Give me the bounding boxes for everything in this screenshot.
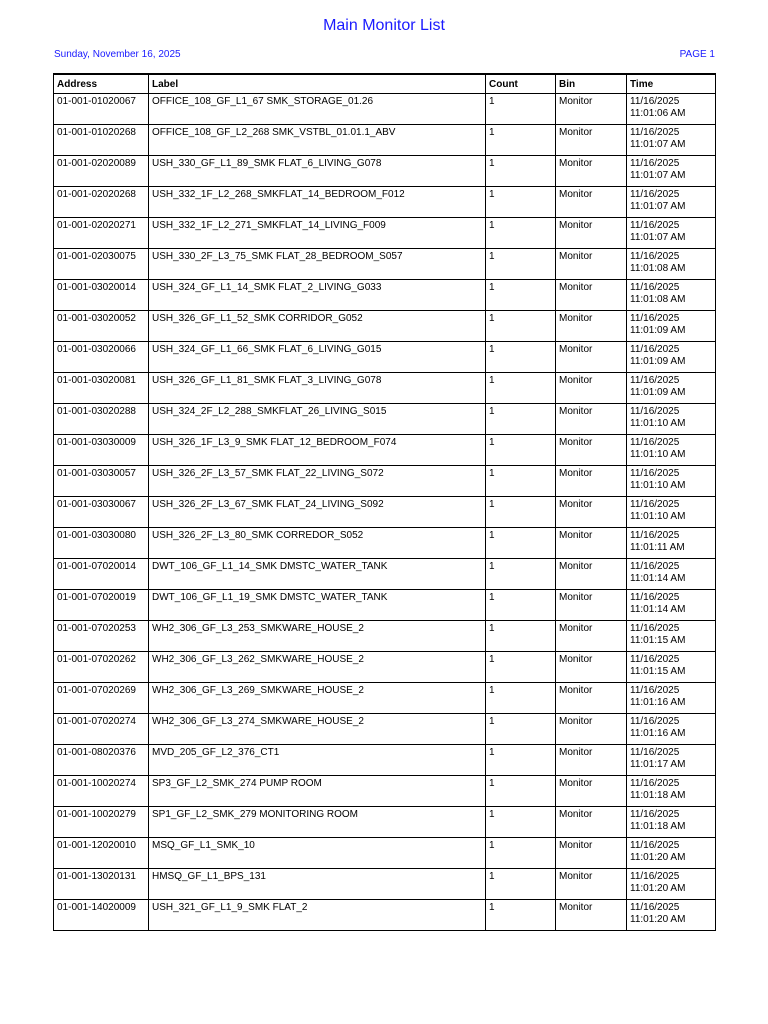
time-cell: [627, 652, 716, 683]
time-cell: [627, 745, 716, 776]
time-cell: [627, 218, 716, 249]
time-cell: [627, 373, 716, 404]
address-cell: 01-001-03020014: [54, 280, 149, 311]
count-cell: 1: [486, 714, 556, 745]
bin-cell: Monitor: [556, 404, 627, 435]
time-clock: 11:01:09 AM: [630, 387, 686, 398]
count-cell: 1: [486, 590, 556, 621]
report-title: Main Monitor List: [323, 17, 445, 34]
table-row: [54, 497, 716, 528]
label-cell: HMSQ_GF_L1_BPS_131: [149, 869, 486, 900]
time-date: 11/16/2025: [630, 623, 680, 634]
address-cell: 01-001-10020274: [54, 776, 149, 807]
count-cell: 1: [486, 869, 556, 900]
table-row: [54, 404, 716, 435]
address-cell: 01-001-01020268: [54, 125, 149, 156]
address-cell: 01-001-03030009: [54, 435, 149, 466]
count-cell: 1: [486, 156, 556, 187]
bin-cell: Monitor: [556, 187, 627, 218]
time-clock: 11:01:08 AM: [630, 263, 686, 274]
bin-cell: Monitor: [556, 125, 627, 156]
label-cell: USH_324_2F_L2_288_SMKFLAT_26_LIVING_S015: [149, 404, 486, 435]
time-cell: [627, 94, 716, 125]
column-header-bin: Bin: [556, 74, 627, 94]
time-date: 11/16/2025: [630, 437, 680, 448]
time-cell: [627, 528, 716, 559]
time-clock: 11:01:14 AM: [630, 573, 686, 584]
label-cell: USH_330_GF_L1_89_SMK FLAT_6_LIVING_G078: [149, 156, 486, 187]
time-clock: 11:01:09 AM: [630, 356, 686, 367]
time-cell: [627, 404, 716, 435]
label-cell: USH_330_2F_L3_75_SMK FLAT_28_BEDROOM_S057: [149, 249, 486, 280]
time-date: 11/16/2025: [630, 375, 680, 386]
label-cell: USH_326_1F_L3_9_SMK FLAT_12_BEDROOM_F074: [149, 435, 486, 466]
bin-cell: Monitor: [556, 218, 627, 249]
time-clock: 11:01:17 AM: [630, 759, 686, 770]
bin-cell: Monitor: [556, 745, 627, 776]
time-cell: [627, 156, 716, 187]
address-cell: 01-001-13020131: [54, 869, 149, 900]
count-cell: 1: [486, 218, 556, 249]
time-clock: 11:01:10 AM: [630, 418, 686, 429]
count-cell: 1: [486, 125, 556, 156]
time-date: 11/16/2025: [630, 499, 680, 510]
time-clock: 11:01:07 AM: [630, 232, 686, 243]
count-cell: 1: [486, 621, 556, 652]
table-row: [54, 342, 716, 373]
time-cell: [627, 621, 716, 652]
bin-cell: Monitor: [556, 528, 627, 559]
bin-cell: Monitor: [556, 435, 627, 466]
label-cell: DWT_106_GF_L1_14_SMK DMSTC_WATER_TANK: [149, 559, 486, 590]
bin-cell: Monitor: [556, 900, 627, 931]
time-date: 11/16/2025: [630, 282, 680, 293]
time-clock: 11:01:20 AM: [630, 883, 686, 894]
time-date: 11/16/2025: [630, 344, 680, 355]
label-cell: SP1_GF_L2_SMK_279 MONITORING ROOM: [149, 807, 486, 838]
address-cell: 01-001-03020288: [54, 404, 149, 435]
time-cell: [627, 559, 716, 590]
bin-cell: Monitor: [556, 156, 627, 187]
table-row: [54, 900, 716, 931]
time-date: 11/16/2025: [630, 716, 680, 727]
table-row: [54, 869, 716, 900]
time-cell: [627, 683, 716, 714]
report-date: Sunday, November 16, 2025: [54, 49, 181, 60]
page-number: PAGE 1: [679, 49, 715, 60]
count-cell: 1: [486, 776, 556, 807]
table-row: [54, 466, 716, 497]
address-cell: 01-001-02020271: [54, 218, 149, 249]
address-cell: 01-001-03030067: [54, 497, 149, 528]
count-cell: 1: [486, 404, 556, 435]
address-cell: 01-001-08020376: [54, 745, 149, 776]
time-date: 11/16/2025: [630, 747, 680, 758]
label-cell: SP3_GF_L2_SMK_274 PUMP ROOM: [149, 776, 486, 807]
time-date: 11/16/2025: [630, 530, 680, 541]
time-date: 11/16/2025: [630, 809, 680, 820]
count-cell: 1: [486, 745, 556, 776]
table-row: [54, 559, 716, 590]
label-cell: MSQ_GF_L1_SMK_10: [149, 838, 486, 869]
label-cell: USH_324_GF_L1_14_SMK FLAT_2_LIVING_G033: [149, 280, 486, 311]
address-cell: 01-001-12020010: [54, 838, 149, 869]
count-cell: 1: [486, 342, 556, 373]
time-date: 11/16/2025: [630, 592, 680, 603]
label-cell: MVD_205_GF_L2_376_CT1: [149, 745, 486, 776]
time-cell: [627, 249, 716, 280]
address-cell: 01-001-14020009: [54, 900, 149, 931]
time-clock: 11:01:20 AM: [630, 914, 686, 925]
time-date: 11/16/2025: [630, 840, 680, 851]
table-row: [54, 373, 716, 404]
time-cell: [627, 900, 716, 931]
table-row: [54, 311, 716, 342]
table-row: [54, 838, 716, 869]
column-header-label: Label: [149, 74, 486, 94]
time-cell: [627, 838, 716, 869]
time-cell: [627, 497, 716, 528]
table-row: [54, 776, 716, 807]
time-cell: [627, 311, 716, 342]
time-cell: [627, 125, 716, 156]
column-header-address: Address: [54, 74, 149, 94]
time-date: 11/16/2025: [630, 220, 680, 231]
table-row: [54, 156, 716, 187]
time-cell: [627, 466, 716, 497]
table-row: [54, 435, 716, 466]
table-row: [54, 590, 716, 621]
table-row: [54, 745, 716, 776]
label-cell: USH_332_1F_L2_271_SMKFLAT_14_LIVING_F009: [149, 218, 486, 249]
bin-cell: Monitor: [556, 621, 627, 652]
count-cell: 1: [486, 249, 556, 280]
address-cell: 01-001-07020269: [54, 683, 149, 714]
label-cell: USH_326_GF_L1_81_SMK FLAT_3_LIVING_G078: [149, 373, 486, 404]
table-row: [54, 652, 716, 683]
label-cell: DWT_106_GF_L1_19_SMK DMSTC_WATER_TANK: [149, 590, 486, 621]
address-cell: 01-001-03020052: [54, 311, 149, 342]
label-cell: WH2_306_GF_L3_262_SMKWARE_HOUSE_2: [149, 652, 486, 683]
table-row: [54, 187, 716, 218]
table-body: [54, 94, 716, 931]
bin-cell: Monitor: [556, 838, 627, 869]
time-clock: 11:01:16 AM: [630, 728, 686, 739]
monitor-table: [53, 73, 716, 931]
count-cell: 1: [486, 652, 556, 683]
bin-cell: Monitor: [556, 590, 627, 621]
count-cell: 1: [486, 900, 556, 931]
label-cell: USH_326_2F_L3_57_SMK FLAT_22_LIVING_S072: [149, 466, 486, 497]
time-clock: 11:01:10 AM: [630, 511, 686, 522]
label-cell: WH2_306_GF_L3_253_SMKWARE_HOUSE_2: [149, 621, 486, 652]
table-row: [54, 249, 716, 280]
bin-cell: Monitor: [556, 652, 627, 683]
count-cell: 1: [486, 280, 556, 311]
address-cell: 01-001-07020014: [54, 559, 149, 590]
label-cell: WH2_306_GF_L3_274_SMKWARE_HOUSE_2: [149, 714, 486, 745]
count-cell: 1: [486, 466, 556, 497]
time-date: 11/16/2025: [630, 158, 680, 169]
time-date: 11/16/2025: [630, 251, 680, 262]
time-date: 11/16/2025: [630, 406, 680, 417]
time-clock: 11:01:10 AM: [630, 480, 686, 491]
address-cell: 01-001-01020067: [54, 94, 149, 125]
time-clock: 11:01:08 AM: [630, 294, 686, 305]
time-cell: [627, 342, 716, 373]
table-row: [54, 528, 716, 559]
count-cell: 1: [486, 838, 556, 869]
bin-cell: Monitor: [556, 497, 627, 528]
count-cell: 1: [486, 311, 556, 342]
bin-cell: Monitor: [556, 683, 627, 714]
address-cell: 01-001-03030080: [54, 528, 149, 559]
table-row: [54, 94, 716, 125]
time-date: 11/16/2025: [630, 127, 680, 138]
time-clock: 11:01:07 AM: [630, 139, 686, 150]
address-cell: 01-001-07020274: [54, 714, 149, 745]
time-cell: [627, 807, 716, 838]
time-clock: 11:01:15 AM: [630, 635, 686, 646]
time-cell: [627, 714, 716, 745]
address-cell: 01-001-07020019: [54, 590, 149, 621]
time-date: 11/16/2025: [630, 778, 680, 789]
time-cell: [627, 435, 716, 466]
time-date: 11/16/2025: [630, 96, 680, 107]
table-row: [54, 683, 716, 714]
table-row: [54, 714, 716, 745]
address-cell: 01-001-02020089: [54, 156, 149, 187]
label-cell: USH_326_2F_L3_80_SMK CORREDOR_S052: [149, 528, 486, 559]
address-cell: 01-001-03030057: [54, 466, 149, 497]
time-date: 11/16/2025: [630, 561, 680, 572]
time-date: 11/16/2025: [630, 654, 680, 665]
time-cell: [627, 187, 716, 218]
time-clock: 11:01:14 AM: [630, 604, 686, 615]
bin-cell: Monitor: [556, 869, 627, 900]
label-cell: USH_326_GF_L1_52_SMK CORRIDOR_G052: [149, 311, 486, 342]
bin-cell: Monitor: [556, 249, 627, 280]
time-clock: 11:01:07 AM: [630, 170, 686, 181]
column-header-count: Count: [486, 74, 556, 94]
count-cell: 1: [486, 435, 556, 466]
address-cell: 01-001-07020262: [54, 652, 149, 683]
bin-cell: Monitor: [556, 714, 627, 745]
bin-cell: Monitor: [556, 559, 627, 590]
count-cell: 1: [486, 528, 556, 559]
time-clock: 11:01:09 AM: [630, 325, 686, 336]
count-cell: 1: [486, 94, 556, 125]
time-date: 11/16/2025: [630, 189, 680, 200]
table-row: [54, 280, 716, 311]
time-clock: 11:01:18 AM: [630, 790, 686, 801]
bin-cell: Monitor: [556, 466, 627, 497]
label-cell: USH_324_GF_L1_66_SMK FLAT_6_LIVING_G015: [149, 342, 486, 373]
address-cell: 01-001-02020268: [54, 187, 149, 218]
time-date: 11/16/2025: [630, 902, 680, 913]
bin-cell: Monitor: [556, 807, 627, 838]
table-row: [54, 125, 716, 156]
time-cell: [627, 869, 716, 900]
table-row: [54, 218, 716, 249]
table-row: [54, 807, 716, 838]
count-cell: 1: [486, 807, 556, 838]
time-clock: 11:01:20 AM: [630, 852, 686, 863]
time-date: 11/16/2025: [630, 871, 680, 882]
time-clock: 11:01:11 AM: [630, 542, 685, 553]
time-date: 11/16/2025: [630, 685, 680, 696]
time-cell: [627, 776, 716, 807]
count-cell: 1: [486, 373, 556, 404]
bin-cell: Monitor: [556, 94, 627, 125]
address-cell: 01-001-03020081: [54, 373, 149, 404]
bin-cell: Monitor: [556, 311, 627, 342]
table-row: [54, 621, 716, 652]
time-cell: [627, 280, 716, 311]
count-cell: 1: [486, 559, 556, 590]
bin-cell: Monitor: [556, 342, 627, 373]
time-cell: [627, 590, 716, 621]
label-cell: OFFICE_108_GF_L2_268 SMK_VSTBL_01.01.1_ABV: [149, 125, 486, 156]
column-header-time: Time: [627, 74, 716, 94]
time-date: 11/16/2025: [630, 468, 680, 479]
time-clock: 11:01:15 AM: [630, 666, 686, 677]
time-clock: 11:01:07 AM: [630, 201, 686, 212]
address-cell: 01-001-10020279: [54, 807, 149, 838]
address-cell: 01-001-07020253: [54, 621, 149, 652]
bin-cell: Monitor: [556, 373, 627, 404]
time-clock: 11:01:16 AM: [630, 697, 686, 708]
table-header-row: [54, 74, 716, 94]
bin-cell: Monitor: [556, 776, 627, 807]
address-cell: 01-001-02030075: [54, 249, 149, 280]
address-cell: 01-001-03020066: [54, 342, 149, 373]
count-cell: 1: [486, 683, 556, 714]
label-cell: WH2_306_GF_L3_269_SMKWARE_HOUSE_2: [149, 683, 486, 714]
time-date: 11/16/2025: [630, 313, 680, 324]
label-cell: USH_326_2F_L3_67_SMK FLAT_24_LIVING_S092: [149, 497, 486, 528]
time-clock: 11:01:18 AM: [630, 821, 686, 832]
label-cell: USH_321_GF_L1_9_SMK FLAT_2: [149, 900, 486, 931]
time-clock: 11:01:10 AM: [630, 449, 686, 460]
label-cell: OFFICE_108_GF_L1_67 SMK_STORAGE_01.26: [149, 94, 486, 125]
time-clock: 11:01:06 AM: [630, 108, 686, 119]
count-cell: 1: [486, 497, 556, 528]
label-cell: USH_332_1F_L2_268_SMKFLAT_14_BEDROOM_F012: [149, 187, 486, 218]
bin-cell: Monitor: [556, 280, 627, 311]
count-cell: 1: [486, 187, 556, 218]
